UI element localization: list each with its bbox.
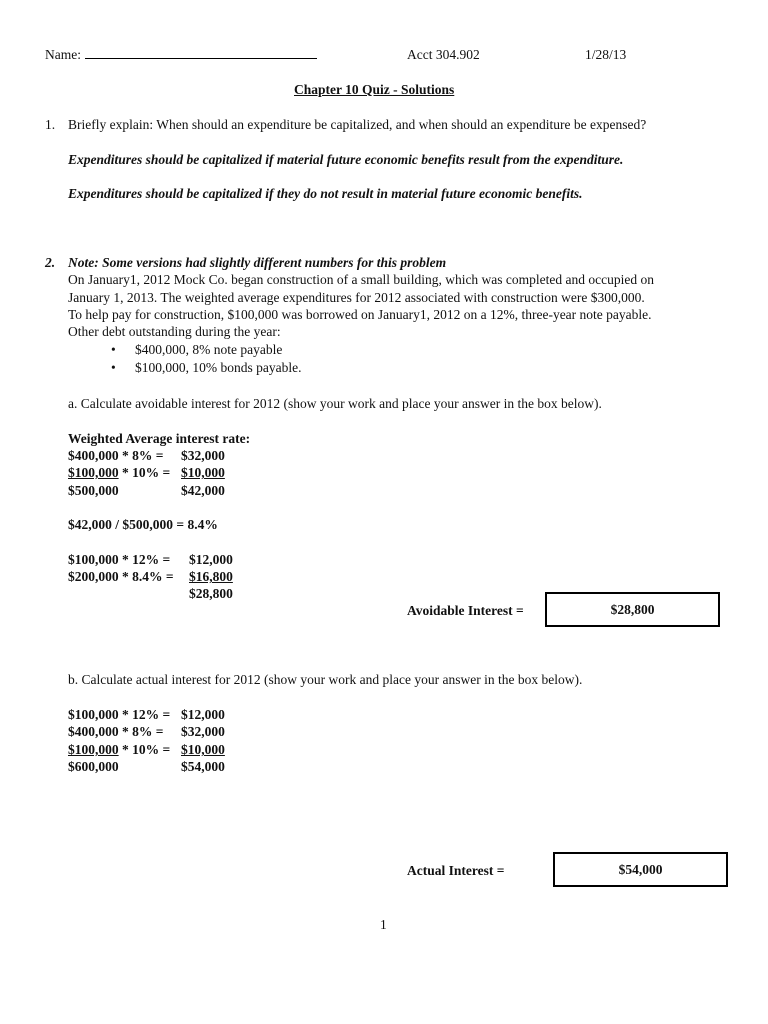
calc-left-underlined: $100,000 xyxy=(68,742,119,757)
calc-left xyxy=(68,741,170,758)
name-field xyxy=(45,46,317,63)
calc-total: $28,800 xyxy=(189,586,233,601)
name-blank-line xyxy=(85,46,317,59)
calc-right: $12,000 xyxy=(189,552,233,567)
part-a-prompt: a. Calculate avoidable interest for 2012 (show your work and place your answer in the box below). xyxy=(68,396,602,411)
calc-right: $32,000 xyxy=(181,448,225,463)
calc-right: $54,000 xyxy=(181,759,225,774)
q2-text-line: To help pay for construction, $100,000 was borrowed on January1, 2012 on a 12%, three-year note payable. xyxy=(68,307,652,322)
calc-left: $100,000 * 12% = xyxy=(68,552,171,567)
calc-left: $500,000 xyxy=(68,483,119,498)
q2-note: Note: Some versions had slightly different numbers for this problem xyxy=(68,255,447,270)
avoidable-interest-value: $28,800 xyxy=(610,601,655,617)
calc-left: $400,000 * 8% = xyxy=(68,448,164,463)
course-code: Acct 304.902 xyxy=(407,47,480,62)
q1-answer-2: Expenditures should be capitalized if they do not result in material future economic benefits. xyxy=(68,186,583,201)
calc-right: $16,800 xyxy=(189,569,233,584)
page-number: 1 xyxy=(380,917,387,932)
calc-right: $12,000 xyxy=(181,707,225,722)
debt-list-item: • $400,000, 8% note payable xyxy=(135,341,301,359)
actual-interest-label: Actual Interest = xyxy=(407,863,505,878)
q2-text-line: Other debt outstanding during the year: xyxy=(68,324,281,339)
q2-text-line: January 1, 2013. The weighted average expenditures for 2012 associated with construction were $300,000. xyxy=(68,290,645,305)
calc-right: $32,000 xyxy=(181,724,225,739)
part-b-prompt: b. Calculate actual interest for 2012 (show your work and place your answer in the box below). xyxy=(68,672,583,687)
debt-list xyxy=(135,341,301,377)
calc-left: $100,000 * 12% = xyxy=(68,707,171,722)
calc-left xyxy=(68,464,170,481)
calc-left: $200,000 * 8.4% = xyxy=(68,569,174,584)
q1-number: 1. xyxy=(45,117,56,132)
avoidable-interest-answer-box xyxy=(545,592,720,627)
debt-list-item: • $100,000, 10% bonds payable. xyxy=(135,359,301,377)
q1-answer-1: Expenditures should be capitalized if material future economic benefits result from the expenditure. xyxy=(68,152,624,167)
name-label: Name: xyxy=(45,47,81,62)
page-title: Chapter 10 Quiz - Solutions xyxy=(294,82,455,97)
calc-left-underlined: $100,000 xyxy=(68,465,119,480)
calc-left-rest: * 10% = xyxy=(118,465,171,480)
calc-right: $10,000 xyxy=(181,465,225,480)
quiz-date: 1/28/13 xyxy=(585,47,627,62)
weighted-rate-heading: Weighted Average interest rate: xyxy=(68,431,251,446)
calc-left: $400,000 * 8% = xyxy=(68,724,164,739)
avoidable-interest-label: Avoidable Interest = xyxy=(407,603,524,618)
actual-interest-value: $54,000 xyxy=(618,861,663,877)
q2-number: 2. xyxy=(45,255,56,270)
rate-calculation: $42,000 / $500,000 = 8.4% xyxy=(68,517,218,532)
q1-question: Briefly explain: When should an expenditure be capitalized, and when should an expenditure be expensed? xyxy=(68,117,647,132)
actual-interest-answer-box xyxy=(553,852,728,887)
calc-right: $42,000 xyxy=(181,483,225,498)
calc-left-rest: * 10% = xyxy=(118,742,171,757)
calc-left: $600,000 xyxy=(68,759,119,774)
calc-right: $10,000 xyxy=(181,742,225,757)
q2-text-line: On January1, 2012 Mock Co. began construction of a small building, which was completed and occupied on xyxy=(68,272,654,287)
